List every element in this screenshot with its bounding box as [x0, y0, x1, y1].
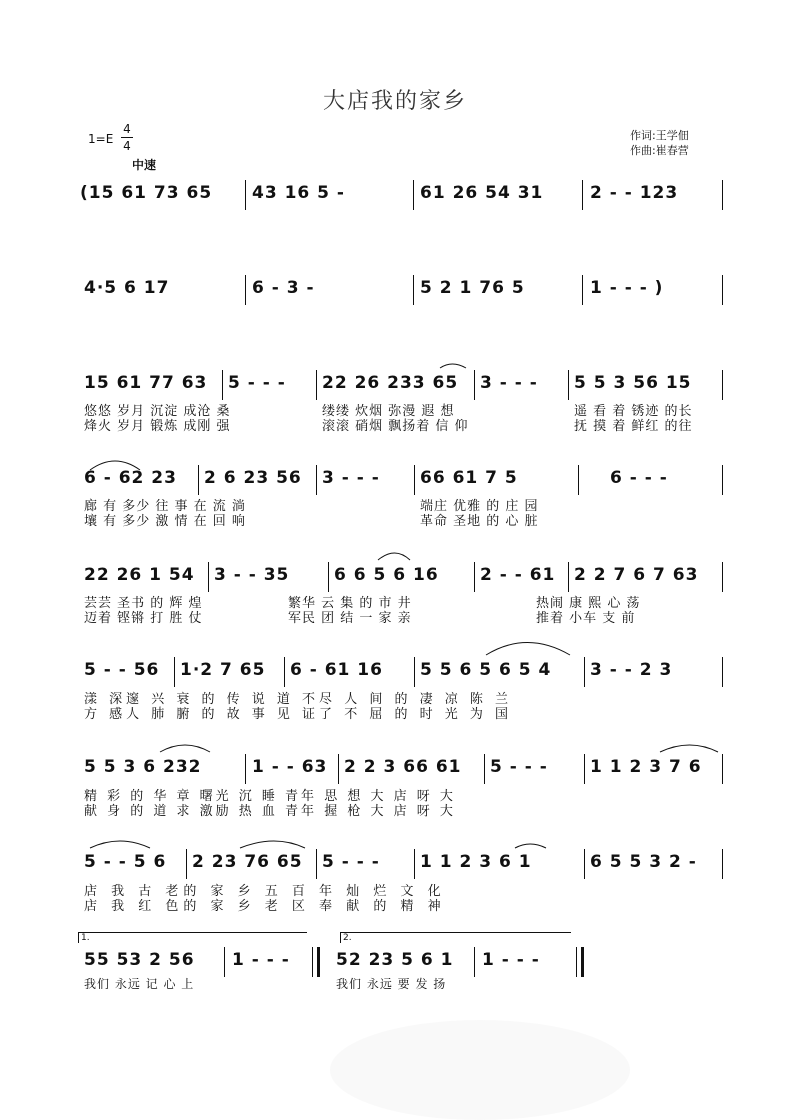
measure: 43 16 5 -	[252, 183, 345, 203]
lyric-line: 我们 永远 要 发 扬	[336, 977, 447, 991]
measure: 22 26 233 65	[322, 373, 459, 393]
measure: 5 2 1 76 5	[420, 278, 525, 298]
lyric-line: 店 我 古 老的 家 乡 五 百 年 灿 烂 文 化	[84, 884, 446, 899]
lyric-line: 廊 有 多少 往 事 在 流 淌	[84, 499, 246, 514]
lyric-line: 精 彩 的 华 章 曙光 沉 睡 青年 思 想 大 店 呀 大	[84, 789, 456, 804]
lyric-line: 缕缕 炊烟 弥漫 遐 想	[322, 404, 455, 419]
measure: 1 1 2 3 6 1	[420, 852, 532, 872]
measure: 5 5 6 5 6 5 4	[420, 660, 552, 680]
lyric-line: 我们 永远 记 心 上	[84, 977, 195, 991]
measure: 5 - - -	[228, 373, 286, 393]
lyric-line: 方 感人 肺 腑 的 故 事 见 证了 不 屈 的 时 光 为 国	[84, 707, 512, 722]
measure: 2 2 7 6 7 63	[574, 565, 699, 585]
lyric-line: 芸芸 圣书 的 辉 煌	[84, 596, 203, 611]
measure: 6 - - -	[610, 468, 668, 488]
measure: 55 53 2 56	[84, 950, 195, 970]
lyric-line: 遥 看 着 锈迹 的长	[574, 404, 693, 419]
measure: 5 5 3 6 232	[84, 757, 202, 777]
key-signature: 1=E	[88, 132, 114, 146]
measure: 1 - - -	[482, 950, 540, 970]
measure: 6 5 5 3 2 -	[590, 852, 697, 872]
time-signature-top: 4	[123, 122, 131, 136]
lyric-line: 端庄 优雅 的 庄 园	[420, 499, 539, 514]
composer: 作曲:崔春营	[630, 144, 689, 157]
measure: 5 - - 5 6	[84, 852, 167, 872]
measure: (15 61 73 65	[80, 183, 213, 203]
song-title: 大店我的家乡	[322, 89, 467, 114]
measure: 3 - - 35	[214, 565, 290, 585]
measure: 15 61 77 63	[84, 373, 208, 393]
time-signature-bottom: 4	[123, 139, 131, 153]
measure: 61 26 54 31	[420, 183, 544, 203]
lyric-line: 店 我 红 色的 家 乡 老 区 奉 献 的 精 神	[84, 899, 446, 914]
tempo-marking: 中速	[132, 158, 157, 172]
lyric-line: 推着 小车 支 前	[536, 611, 636, 626]
lyric-line: 革命 圣地 的 心 脏	[420, 514, 539, 529]
measure: 5 - - -	[490, 757, 548, 777]
measure: 5 5 3 56 15	[574, 373, 692, 393]
measure: 1 - - - )	[590, 278, 664, 298]
measure: 22 26 1 54	[84, 565, 195, 585]
volta-bracket-1: 1.	[78, 932, 307, 943]
measure: 2 23 76 65	[192, 852, 303, 872]
volta-bracket-2: 2.	[340, 932, 571, 943]
measure: 1 1 2 3 7 6	[590, 757, 702, 777]
measure: 2 - - 123	[590, 183, 679, 203]
lyric-line: 繁华 云 集 的 市 井	[288, 596, 412, 611]
measure: 5 - - 56	[84, 660, 160, 680]
lyric-line: 壤 有 多少 激 情 在 回 响	[84, 514, 246, 529]
lyric-line: 烽火 岁月 锻炼 成刚 强	[84, 419, 231, 434]
measure: 6 - 61 16	[290, 660, 383, 680]
measure: 2 6 23 56	[204, 468, 302, 488]
lyric-line: 军民 团 结 一 家 亲	[288, 611, 412, 626]
lyric-line: 热闹 康 熙 心 荡	[536, 596, 641, 611]
lyric-line: 抚 摸 着 鲜红 的往	[574, 419, 693, 434]
lyric-line: 悠悠 岁月 沉淀 成沧 桑	[84, 404, 231, 419]
measure: 3 - - 2 3	[590, 660, 673, 680]
measure: 1·2 7 65	[180, 660, 266, 680]
lyric-line: 迈着 铿锵 打 胜 仗	[84, 611, 203, 626]
lyric-line: 滚滚 硝烟 飘扬着 信 仰	[322, 419, 469, 434]
measure: 6 - 3 -	[252, 278, 315, 298]
measure: 1 - - 63	[252, 757, 328, 777]
lyric-line: 献 身 的 道 求 激励 热 血 青年 握 枪 大 店 呀 大	[84, 804, 456, 819]
measure: 6 6 5 6 16	[334, 565, 439, 585]
measure: 1 - - -	[232, 950, 290, 970]
measure: 2 2 3 66 61	[344, 757, 462, 777]
measure: 52 23 5 6 1	[336, 950, 454, 970]
measure: 3 - - -	[322, 468, 380, 488]
measure: 66 61 7 5	[420, 468, 518, 488]
measure: 4·5 6 17	[84, 278, 170, 298]
measure: 5 - - -	[322, 852, 380, 872]
measure: 6 - 62 23	[84, 468, 177, 488]
measure: 3 - - -	[480, 373, 538, 393]
lyric-line: 漾 深邃 兴 衰 的 传 说 道 不尽 人 间 的 凄 凉 陈 兰	[84, 692, 512, 707]
lyricist: 作词:王学佃	[630, 129, 689, 142]
measure: 2 - - 61	[480, 565, 556, 585]
